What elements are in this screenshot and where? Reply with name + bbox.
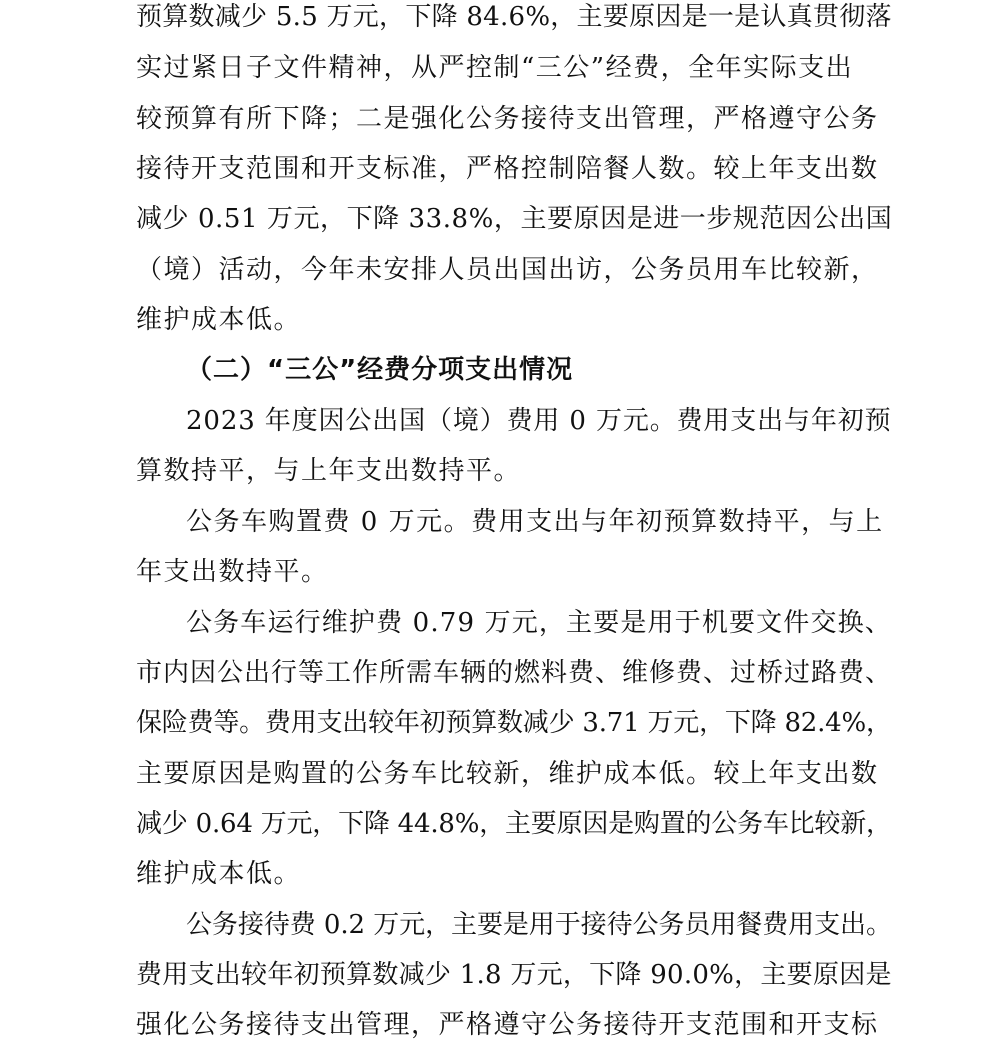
text-line: 预算数减少 5.5 万元，下降 84.6%，主要原因是一是认真贯彻落 [136,2,892,32]
text-line: 维护成本低。 [136,859,302,889]
text-line: 公务接待费 0.2 万元，主要是用于接待公务员用餐费用支出。 [186,910,892,940]
text-line: 年支出数持平。 [136,557,329,587]
text-line: 公务车购置费 0 万元。费用支出与年初预算数持平，与上 [186,507,884,537]
text-line: 减少 0.64 万元，下降 44.8%，主要原因是购置的公务车比较新， [136,809,892,839]
text-line: （境）活动，今年未安排人员出国出访，公务员用车比较新， [136,255,879,285]
text-line: 主要原因是购置的公务车比较新，维护成本低。较上年支出数 [136,759,879,789]
text-line: 实过紧日子文件精神，从严控制“三公”经费，全年实际支出 [136,53,854,83]
text-line: 接待开支范围和开支标准，严格控制陪餐人数。较上年支出数 [136,154,879,184]
text-line: 算数持平，与上年支出数持平。 [136,456,522,486]
text-line: 减少 0.51 万元，下降 33.8%，主要原因是进一步规范因公出国 [136,204,893,234]
text-line: 维护成本低。 [136,305,302,335]
section-heading: （二）“三公”经费分项支出情况 [186,355,574,385]
text-line: 市内因公出行等工作所需车辆的燃料费、维修费、过桥过路费、 [136,658,893,688]
text-line: 保险费等。费用支出较年初预算数减少 3.71 万元，下降 82.4%， [136,708,892,738]
text-line: 较预算有所下降；二是强化公务接待支出管理，严格遵守公务 [136,104,879,134]
text-line: 强化公务接待支出管理，严格遵守公务接待开支范围和开支标 [136,1010,879,1040]
text-line: 费用支出较年初预算数减少 1.8 万元，下降 90.0%，主要原因是 [136,960,892,990]
text-line: 2023 年度因公出国（境）费用 0 万元。费用支出与年初预 [186,406,892,436]
text-line: 公务车运行维护费 0.79 万元，主要是用于机要文件交换、 [186,608,892,638]
